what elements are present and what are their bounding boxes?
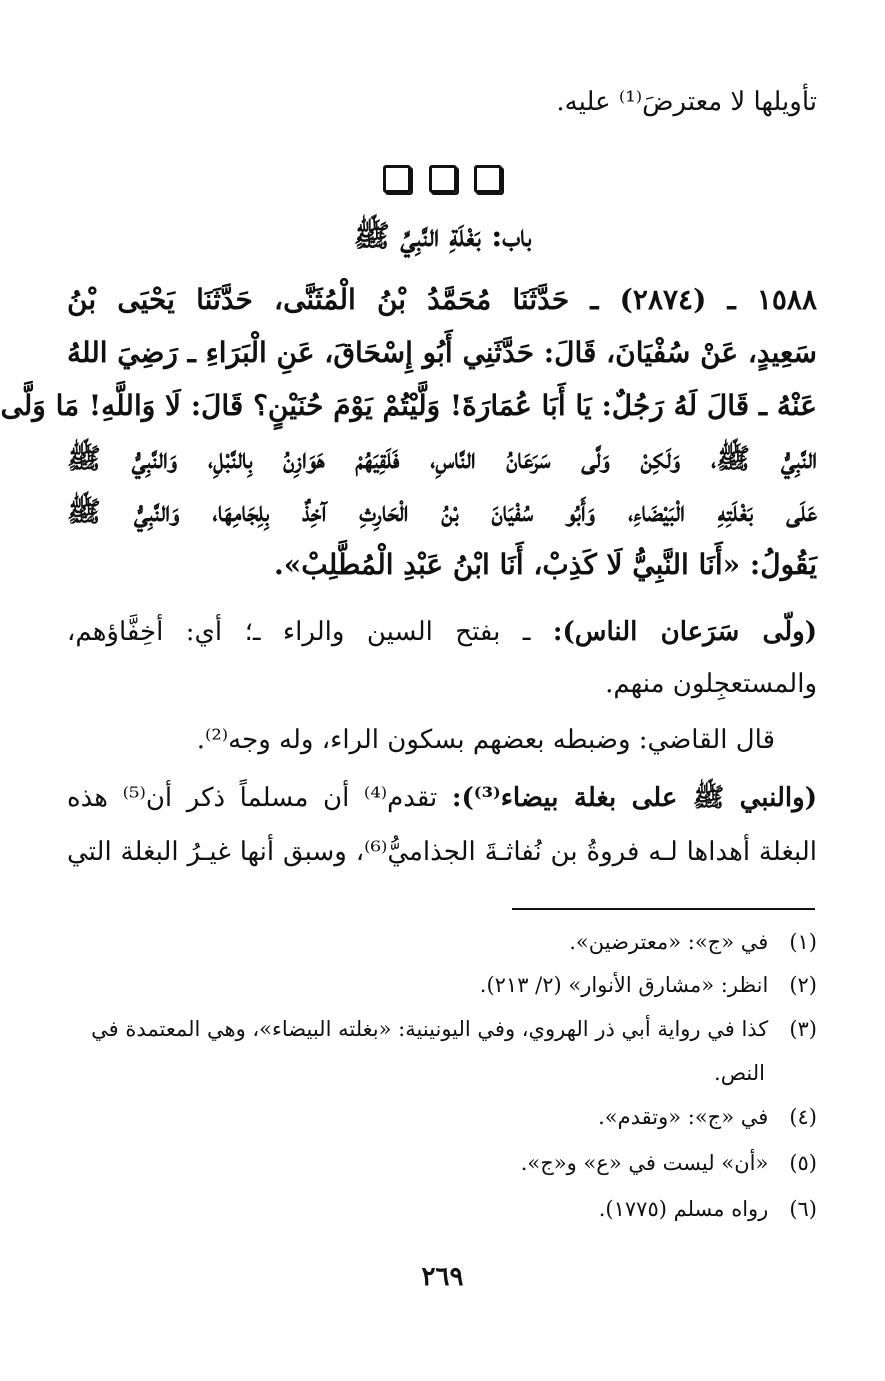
footnote-continuation: النص. — [714, 1061, 765, 1085]
page-number: ٢٦٩ — [421, 1262, 464, 1292]
footnote — [67, 1100, 817, 1134]
footnote-text: في «ج»: «معترضين». — [569, 930, 769, 954]
commentary-term: (والنبي ﷺ على بغلة بيضاء⁽³⁾): — [451, 783, 817, 813]
commentary-text: ـ بفتح السين والراء ـ؛ أي: أخِفَّاؤهم، — [67, 617, 531, 647]
commentary-term: (ولّى سَرَعان الناس): — [552, 617, 818, 647]
hadith-line: يَقُولُ: «أَنَا النَّبِيُّ لَا كَذِبْ، أَنَا ابْنُ عَبْدِ الْمُطَّلِبْ». — [274, 548, 817, 581]
hadith-line: ١٥٨٨ ـ (٢٨٧٤) ـ حَدَّثَنَا مُحَمَّدُ بْنُ الْمُثَنَّى، حَدَّثَنَا يَحْيَى بْنُ — [67, 283, 817, 316]
footnote-divider — [512, 908, 815, 910]
hadith-line: سَعِيدٍ، عَنْ سُفْيَانَ، قَالَ: حَدَّثَنِي أَبُو إِسْحَاقَ، عَنِ الْبَرَاءِ ـ رَضِيَ اللهُ — [66, 336, 817, 369]
footnote-number: (٦) — [789, 1197, 817, 1221]
chapter-heading: باب: بَغْلَةِ النَّبِيِّ ﷺ — [353, 219, 532, 254]
hadith-line: النَّبِيُّ ﷺ، وَلَكِنْ وَلَّى سَرَعَانُ النَّاسِ، فَلَقِيَهُمْ هَوَازِنُ بِالنَّبْلِ، وَالنَّبِيُّ ﷺ — [67, 442, 817, 475]
footnote-number: (٤) — [789, 1105, 817, 1129]
continuation-line: تأويلها لا معترضَ⁽¹⁾ عليه. — [556, 87, 817, 117]
commentary-line: والمستعجِلون منهم. — [605, 669, 817, 699]
footnote-text: انظر: «مشارق الأنوار» (٢/ ٢١٣). — [479, 973, 769, 997]
footnote-number: (٥) — [789, 1151, 817, 1175]
footnote-number: (٣) — [789, 1017, 817, 1041]
hadith-line: عَنْهُ ـ قَالَ لَهُ رَجُلٌ: يَا أَبَا عُمَارَةَ! وَلَّيْتُمْ يَوْمَ حُنَيْنٍ؟ قَالَ: لَا وَاللَّهِ! مَا وَلَّى — [0, 389, 817, 422]
hadith-line: عَلَى بَغْلَتِهِ الْبَيْضَاءِ، وَأَبُو سُفْيَانَ بْنُ الْحَارِثِ آخِذٌ بِلِجَامِهَا، وَالنَّبِيُّ ﷺ — [67, 495, 817, 528]
commentary-line: البغلة أهداها لـه فروةُ بن نُفاثـةَ الجذاميُّ⁽⁶⁾، وسبق أنها غيـرُ البغلة التي — [67, 837, 817, 867]
footnote-text: كذا في رواية أبي ذر الهروي، وفي اليونينية: «بغلته البيضاء»، وهي المعتمدة في — [91, 1017, 769, 1041]
footnote — [67, 968, 817, 1002]
commentary-line: قال القاضي: وضبطه بعضهم بسكون الراء، وله وجه⁽²⁾. — [196, 725, 775, 755]
footnote-number: (١) — [789, 930, 817, 954]
commentary-text: تقدم⁽⁴⁾ أن مسلماً ذكر أن⁽⁵⁾ هذه — [67, 783, 438, 813]
footnote — [67, 1192, 817, 1226]
footnote-text: في «ج»: «وتقدم». — [598, 1105, 769, 1129]
ornament-square-icon — [383, 165, 411, 193]
footnote — [67, 925, 817, 959]
footnote — [67, 1146, 817, 1180]
ornament-square-icon — [429, 165, 457, 193]
footnote-text: «أن» ليست في «ع» و«ج». — [520, 1151, 769, 1175]
commentary-line — [67, 612, 817, 652]
footnote-number: (٢) — [789, 973, 817, 997]
section-separator — [0, 165, 885, 197]
ornament-square-icon — [474, 165, 502, 193]
commentary-line — [67, 778, 817, 818]
footnote-text: رواه مسلم (١٧٧٥). — [598, 1197, 769, 1221]
footnote — [67, 1012, 817, 1046]
